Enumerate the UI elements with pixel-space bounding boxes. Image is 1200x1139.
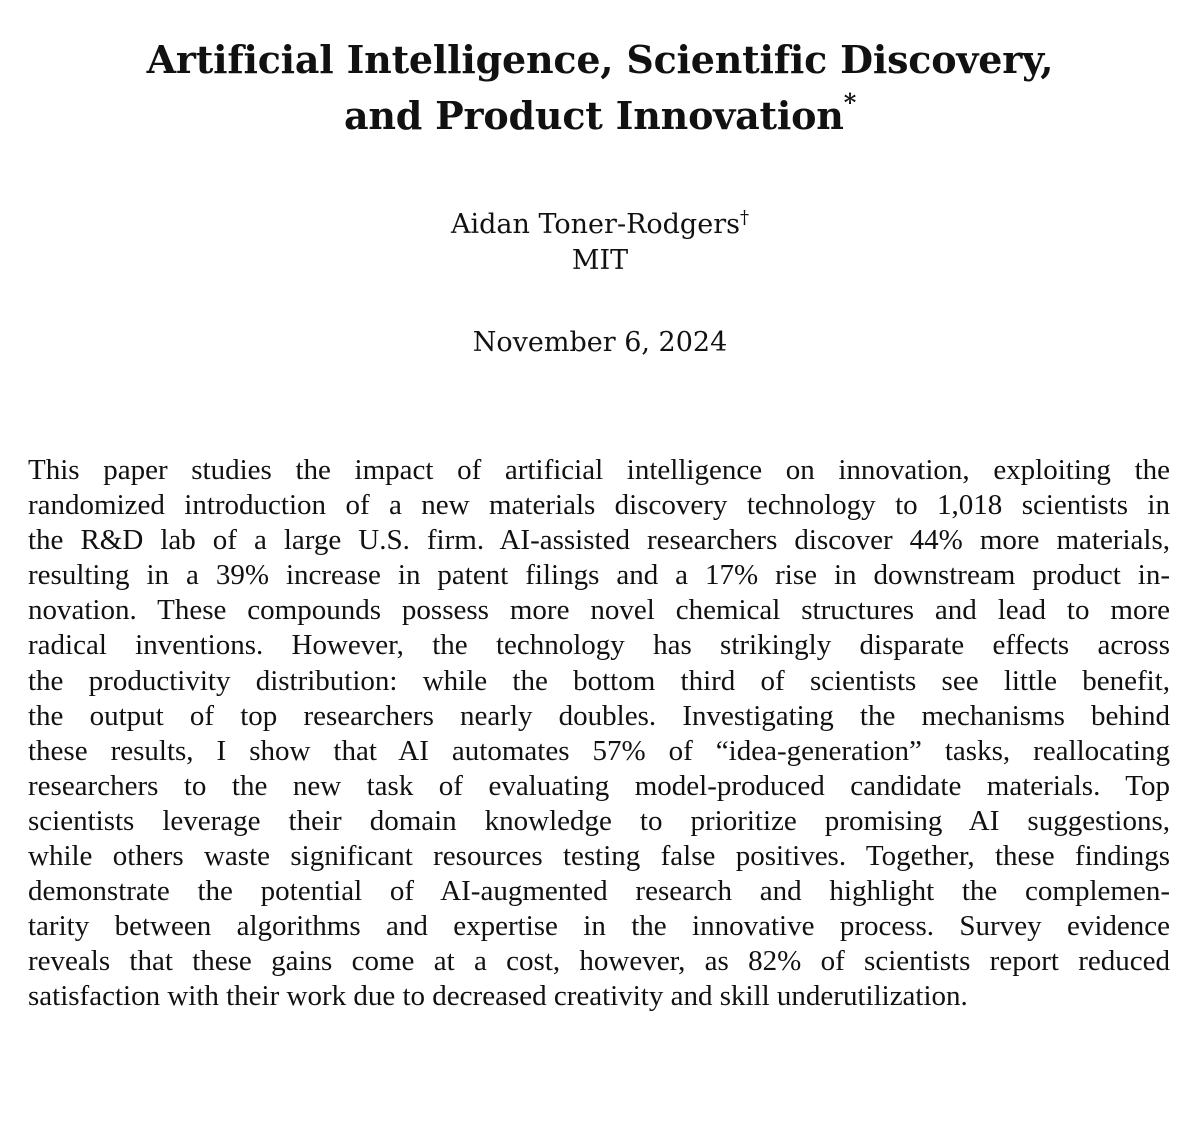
title-footnote-mark[interactable]: * bbox=[843, 88, 857, 118]
abstract-line: the R&D lab of a large U.S. firm. AI-assisted researchers discover 44% more materials, bbox=[28, 524, 1170, 557]
abstract-line: while others waste significant resources testing false positives. Together, these findings bbox=[28, 840, 1170, 873]
abstract-line: novation. These compounds possess more novel chemical structures and lead to more bbox=[28, 594, 1170, 627]
paper-title bbox=[0, 32, 1200, 144]
abstract-line: satisfaction with their work due to decreased creativity and skill underutilization. bbox=[28, 980, 968, 1013]
title-line-2: and Product Innovation bbox=[343, 93, 844, 138]
abstract-line: This paper studies the impact of artificial intelligence on innovation, exploiting the bbox=[28, 454, 1170, 486]
abstract-line: reveals that these gains come at a cost, however, as 82% of scientists report reduced bbox=[28, 945, 1170, 978]
abstract-line: demonstrate the potential of AI-augmented research and highlight the complemen- bbox=[28, 875, 1170, 908]
abstract bbox=[28, 453, 1170, 1015]
title-line-1: Artificial Intelligence, Scientific Discovery, bbox=[146, 37, 1054, 82]
abstract-line: radical inventions. However, the technology has strikingly disparate effects across bbox=[28, 629, 1170, 662]
abstract-line: the output of top researchers nearly doubles. Investigating the mechanisms behind bbox=[28, 699, 1170, 732]
author-name: Aidan Toner-Rodgers bbox=[451, 209, 740, 240]
abstract-line: resulting in a 39% increase in patent filings and a 17% rise in downstream product in- bbox=[28, 559, 1170, 592]
author-affiliation: MIT bbox=[571, 245, 629, 276]
author-block bbox=[0, 207, 1200, 279]
author-name-line bbox=[0, 207, 1200, 243]
abstract-line: scientists leverage their domain knowledge to prioritize promising AI suggestions, bbox=[28, 804, 1170, 837]
abstract-line: tarity between algorithms and expertise in the innovative process. Survey evidence bbox=[28, 910, 1170, 943]
abstract-line: researchers to the new task of evaluating model-produced candidate materials. Top bbox=[28, 769, 1170, 802]
publication-date: November 6, 2024 bbox=[472, 327, 728, 358]
abstract-line: these results, I show that AI automates 57% of “idea-generation” tasks, reallocating bbox=[28, 734, 1170, 767]
abstract-line: randomized introduction of a new materials discovery technology to 1,018 scientists in bbox=[28, 489, 1170, 522]
author-footnote-mark[interactable]: † bbox=[739, 207, 749, 228]
abstract-line: the productivity distribution: while the bottom third of scientists see little benefit, bbox=[28, 664, 1170, 697]
